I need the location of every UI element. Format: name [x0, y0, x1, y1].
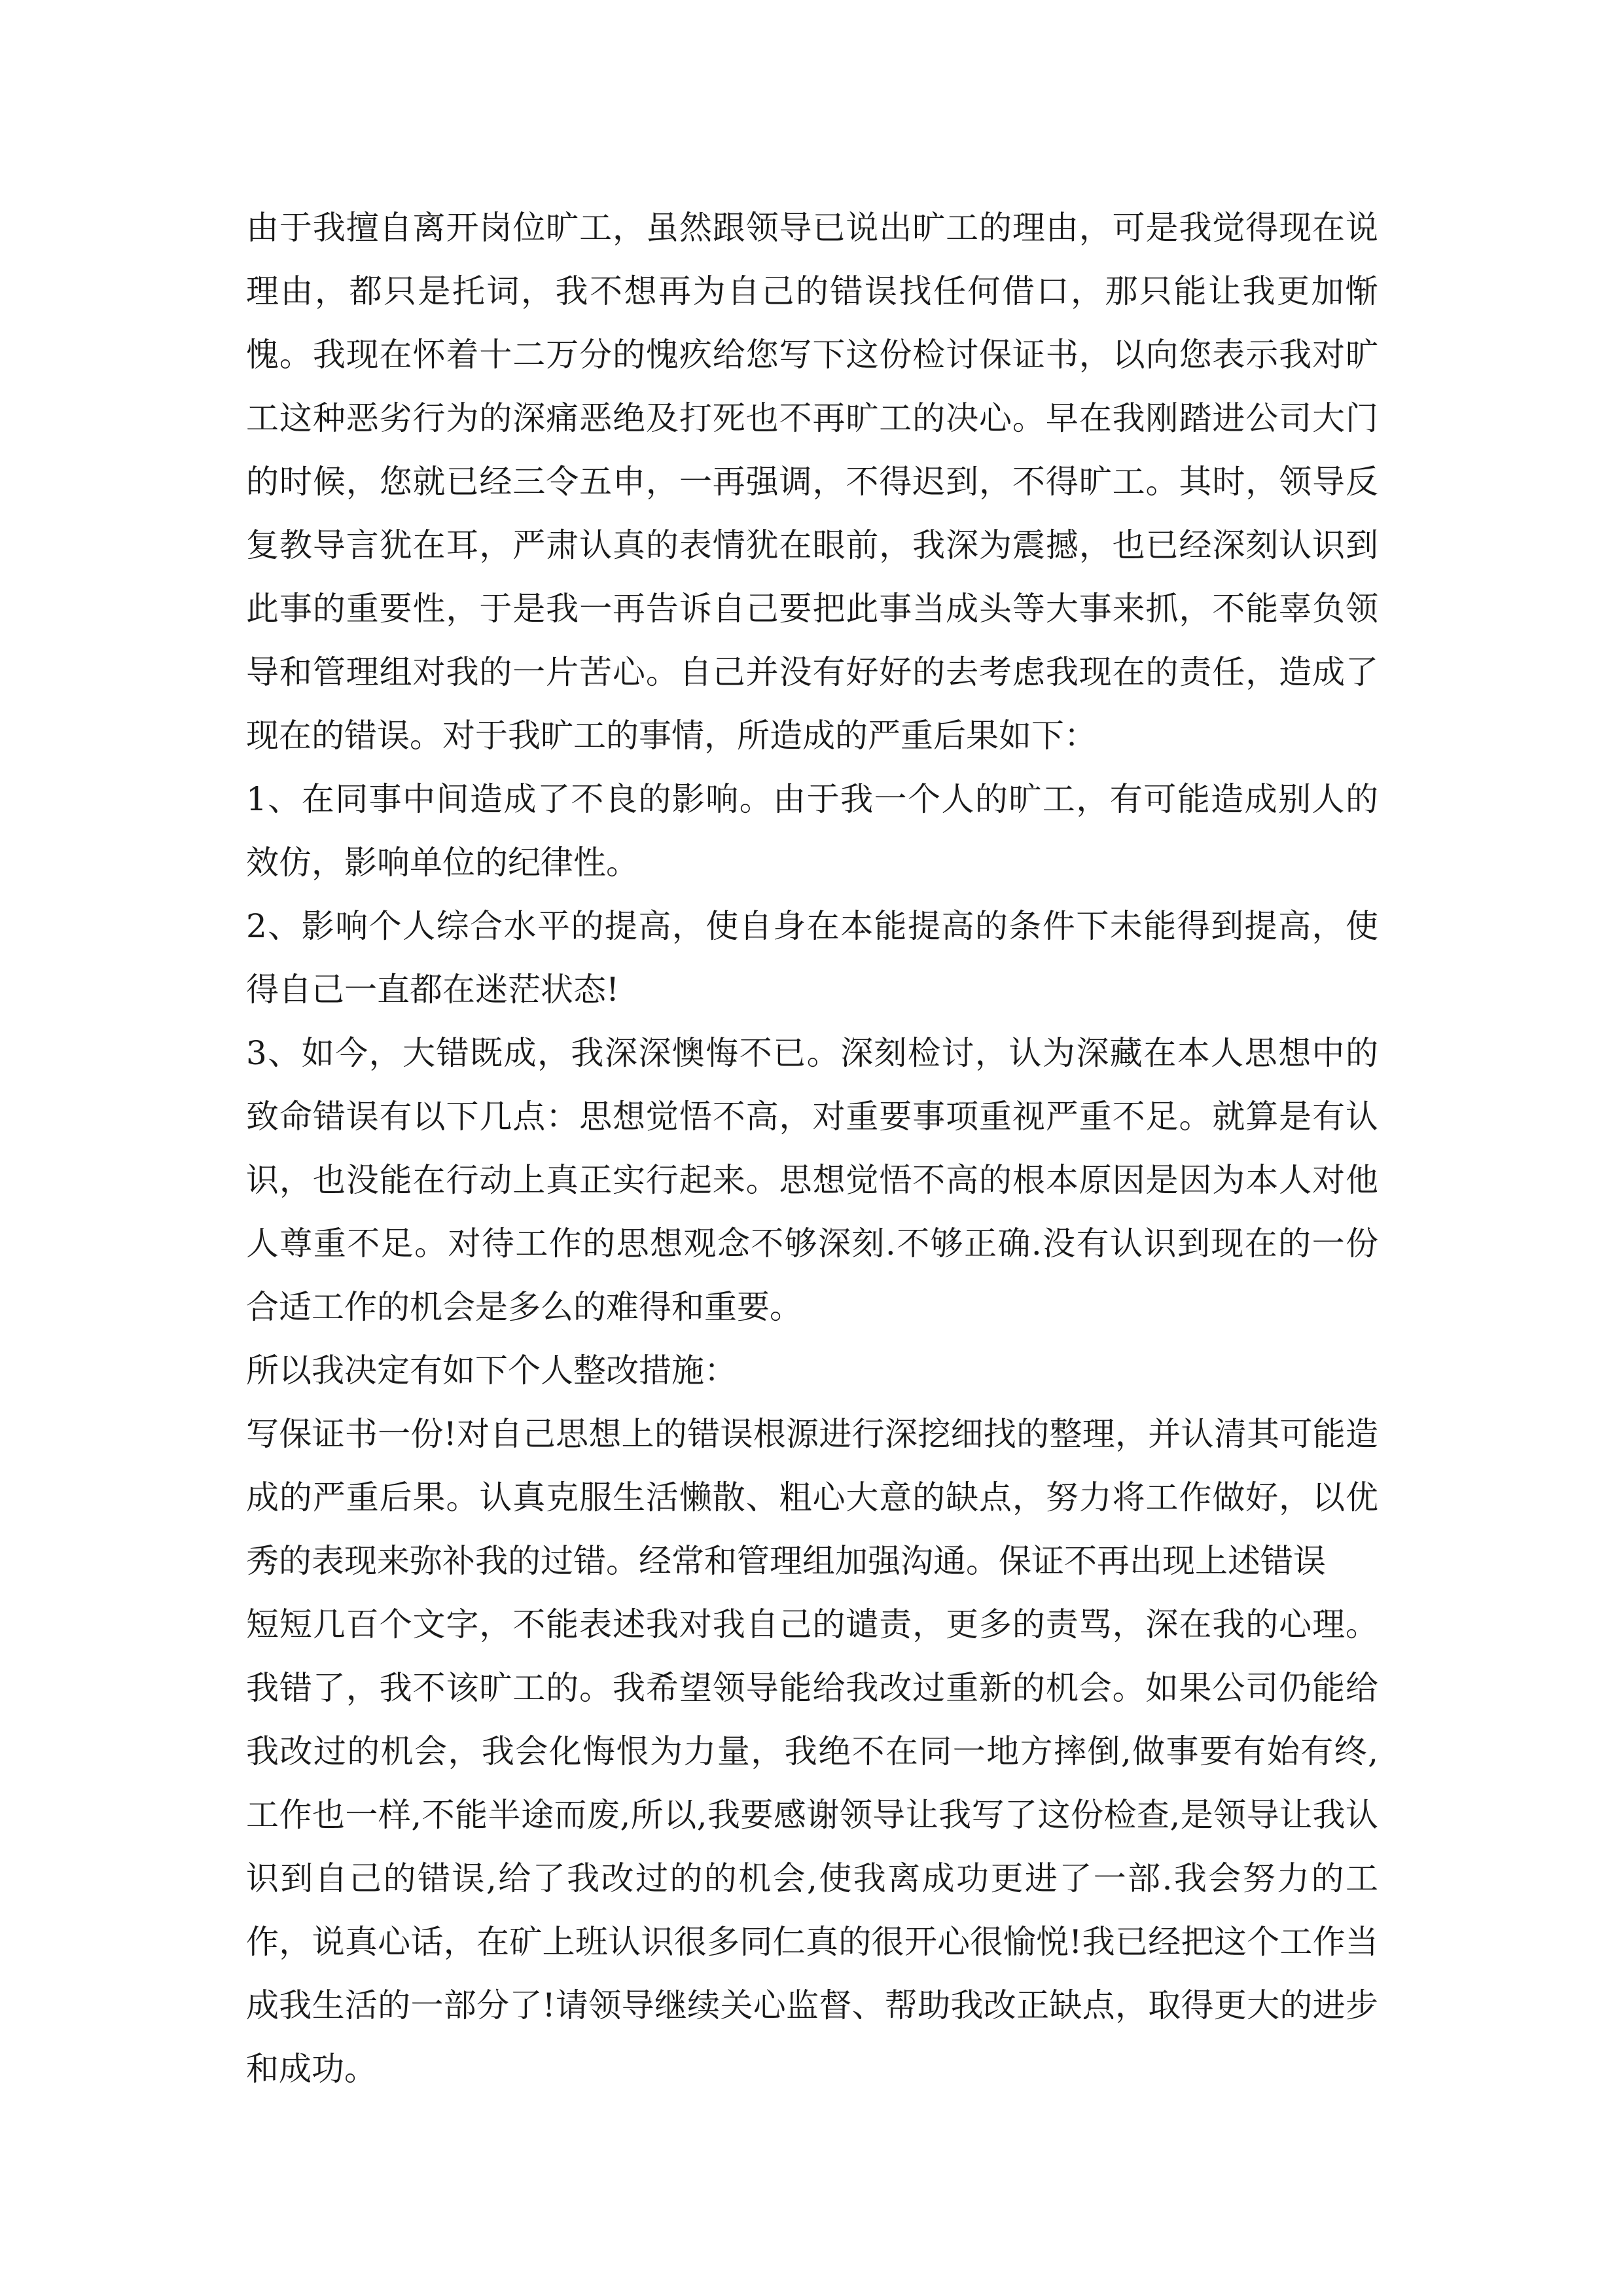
paragraph-consequence-3: 3、如今，大错既成，我深深懊悔不已。深刻检讨，认为深藏在本人思想中的致命错误有以下几点：思想觉悟不高，对重要事项重视严重不足。就算是有认识，也没能在行动上真正实行起来。思想觉悟不高的根本原因是因为本人对他人尊重不足。对待工作的思想观念不够深刻.不够正确.没有认识到现在的一份合适工作的机会是多么的难得和重要。: [246, 1034, 1378, 1326]
paragraph-consequence-2: 2、影响个人综合水平的提高，使自身在本能提高的条件下未能得到提高，使得自己一直都在迷茫状态!: [246, 907, 1378, 1009]
paragraph-closing: 短短几百个文字，不能表述我对我自己的谴责，更多的责骂，深在我的心理。我错了，我不该旷工的。我希望领导能给我改过重新的机会。如果公司仍能给我改过的机会，我会化悔恨为力量，我绝不在同一地方摔倒,做事要有始有终,工作也一样,不能半途而废,所以,我要感谢领导让我写了这份检查,是领导让我认识到自己的错误,给了我改过的的机会,使我离成功更进了一部.我会努力的工作，说真心话，在矿上班认识很多同仁真的很开心很愉悦!我已经把这个工作当成我生活的一部分了!请领导继续关心监督、帮助我改正缺点，取得更大的进步和成功。: [246, 1605, 1378, 2088]
paragraph-consequence-1: 1、在同事中间造成了不良的影响。由于我一个人的旷工，有可能造成别人的效仿，影响单位的纪律性。: [246, 780, 1378, 882]
paragraph-measures-heading: 所以我决定有如下个人整改措施：: [246, 1352, 737, 1390]
paragraph-measures: 写保证书一份!对自己思想上的错误根源进行深挖细找的整理，并认清其可能造成的严重后果。认真克服生活懒散、粗心大意的缺点，努力将工作做好，以优秀的表现来弥补我的过错。经常和管理组加强沟通。保证不再出现上述错误: [246, 1415, 1378, 1580]
document-body: [246, 196, 1378, 2101]
paragraph-intro: 由于我擅自离开岗位旷工，虽然跟领导已说出旷工的理由，可是我觉得现在说理由，都只是托词，我不想再为自己的错误找任何借口，那只能让我更加惭愧。我现在怀着十二万分的愧疚给您写下这份检讨保证书，以向您表示我对旷工这种恶劣行为的深痛恶绝及打死也不再旷工的决心。早在我刚踏进公司大门的时候，您就已经三令五申，一再强调，不得迟到，不得旷工。其时，领导反复教导言犹在耳，严肃认真的表情犹在眼前，我深为震撼，也已经深刻认识到此事的重要性，于是我一再告诉自己要把此事当成头等大事来抓，不能辜负领导和管理组对我的一片苦心。自己并没有好好的去考虑我现在的责任，造成了现在的错误。对于我旷工的事情，所造成的严重后果如下：: [246, 209, 1378, 755]
